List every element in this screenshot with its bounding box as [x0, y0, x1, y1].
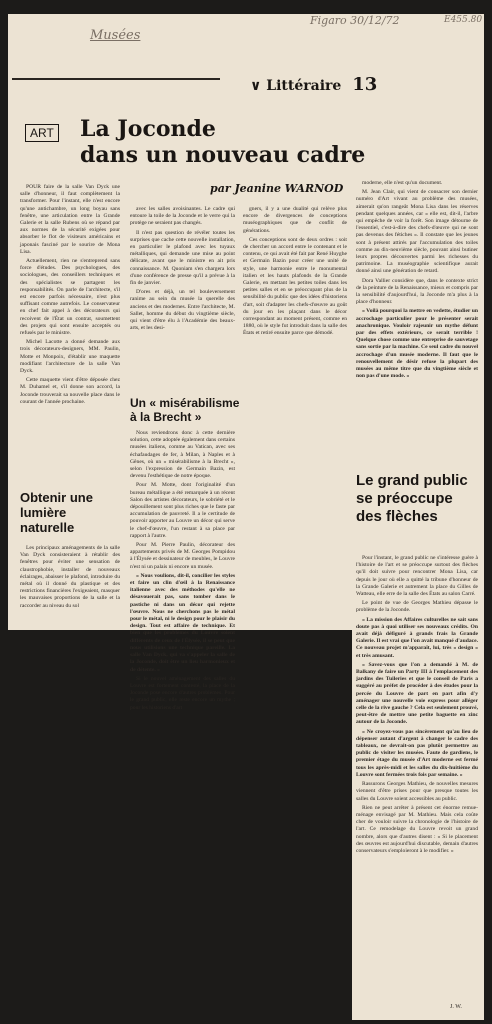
section-header — [250, 74, 377, 95]
paragraph: Pour M. Pierre Paulin, décorateur des appartements privés de M. Georges Pompidou à l'Élysée et dessinateur de meubles, le Louvre n'est ni un palais ni encore un musée. — [130, 542, 235, 570]
paragraph: avec les salles avoisinantes. Le cadre qui entoure la toile de la Joconde et le verre qui la protège ne seraient pas changés. — [130, 206, 235, 227]
page-number: 13 — [352, 74, 378, 95]
paragraph: Cette maquette vient d'être déposée chez M. Duhamel et, s'il donne son accord, la Joconde trouverait sa nouvelle place dans le courant de l'année prochaine. — [20, 377, 120, 405]
paragraph: Si le nouvel aménagement des salles du Louvre est fortement contesté, la place de la Joconde pose encore d'autres problèmes. Pour le grand public, elle reste encore un mythe ; pour les historiens d'art — [130, 675, 235, 711]
paragraph: Michel Lacotte a donné demande aux trois décorateurs-designers, MM. Paulin, Motte et Monpoix, d'établir une maquette modifiant l'architecture de la salle Van Dyck. — [20, 339, 120, 375]
paragraph: Rassurons Georges Mathieu, de nouvelles mesures viennent d'être prises pour que presque toutes les salles du Louvre soient accessibles au public. — [356, 781, 478, 802]
paragraph: POUR faire de la salle Van Dyck une salle d'honneur, il faut complètement la transformer. Pour l'instant, elle n'est encore qu'une antichambre, un long boyau sans fenêtre, une articulation entre la Grande Galerie et la salle Rubens où se répand par aux normes de la sécurité exigées pour absorber le flot de visiteurs américains et japonais fasciné par le sourire de Mona Lisa. — [20, 184, 120, 255]
column-3 — [243, 206, 347, 340]
column-1-continued — [20, 545, 120, 612]
column-2 — [130, 206, 235, 334]
paragraph: Nous reviendrons donc à cette dernière solution, cette adoptée également dans certains musées italiens, comme au Vatican, avec ses échafaudages de fer, à Milan, à Naples et à Gênes, où un « misérabilisme à la Brecht », selon l'expression de Germain Bazin, est devenu l'esthétique de notre époque. — [130, 430, 235, 480]
handwritten-source-date: Figaro 30/12/72 — [310, 14, 400, 27]
section-name: Littéraire — [266, 78, 342, 94]
paragraph: Pour M. Motte, dont l'originalité d'un bureau métallique a été remarquée à un récent Salon des artistes décorateurs, le sobriété et le dépouillement sont plus riches que le faste par accumulation de pauvreté. Il a le certitude de pouvoir apporter au Louvre un décor qui serve le chef-d'œuvre, l'un restant à sa place par rapport à l'autre. — [130, 482, 235, 539]
paragraph: « Nous voulions, dit-il, concilier les styles et faire un clin d'œil à la Renaissance italienne avec des méthodes qu'elle ne désavouerait pas, sans tomber dans le pastiche ni dans un décor qui rejette l'œuvre. Nous ne cherchons pas le métal pour le métal, ni le design pour le plaisir du design. Tout est affaire de technique. Et bien que les problèmes du Louvre soient différents de ceux de l'Élysée, il se peut que nous utilisions une technique pareille. La salle Van Dyck, qui va s'appeler la salle de la Joconde, doit être un lieu harmonieux et de détente. » — [130, 572, 235, 673]
paragraph: moderne, elle n'est qu'un document. — [362, 180, 443, 186]
paragraph: M. Jean Clair, qui vient de consacrer son dernier numéro d'Art vivant au problème des musées, aimerait qu'on rangeât Mona Lisa dans les réserves pendant quelques années, car « elle est, dit-il, l'arbre qui empêche de voir la forêt. Son image détourne de l'essentiel, c'est-à-dire des chefs-d'œuvre qui ne sont pas devenus des fétiches ». Il constate que les jeunes sont à présent attirés par l'accumulation des toiles comme au dix-neuvième siècle, pouvant ainsi butiner leurs propres découvertes parmi les richesses du patrimoine. La muséographie scientifique aurait donné ainsi une génération de retard. — [356, 189, 478, 275]
paragraph: Dora Vallier considère que, dans le contexte strict de la peinture de la Renaissance, mieux et compris par la sensibilité d'aujourd'hui, la Joconde m'a plus à la place d'honneur. — [356, 277, 478, 306]
byline: par Jeanine WARNOD — [210, 182, 344, 195]
column-4-continued — [356, 555, 478, 857]
handwritten-reference: E455.80 — [444, 15, 483, 25]
column-1 — [20, 184, 120, 408]
paragraph: « Ne croyez-vous pas sincèrement qu'au lieu de dépenser autant d'argent à changer le cadre des tableaux, ne devrait-on pas plutôt permettre au public de visiter les musées. Faute de gardiens, le premier étage du musée d'Art moderne est fermé tous les après-midi et les salles du dix-huitième du Louvre sont fermées trois fois par semaine. » — [356, 728, 478, 778]
author-signature: J. W. — [450, 1004, 462, 1010]
header-rule — [12, 78, 220, 80]
title-line-1: La Joconde — [80, 116, 216, 142]
subheading-miserabilisme: Un « misérabilisme à la Brecht » — [130, 396, 240, 424]
paragraph: Il n'est pas question de révéler toutes les surprises que cache cette nouvelle installation, en particulier le plafond avec les tuyaux métalliques, qui demande une mise au point délicate, avant que le ministre en ait pris connaissance. M. Quoniam s'en chargera lors d'une conférence de presse qu'il a prévue à la fin de janvier. — [130, 229, 235, 287]
chevron-down-icon: ∨ — [250, 78, 262, 94]
paragraph: « Savez-vous que l'on a demandé à M. de Balkany de faire un Party III à l'emplacement des jardins des Tuileries et que le conseil de Paris a suggéré au préfet de procéder à des études pour la percée du Louvre de part en part afin d'y aménager une nouvelle voie express pour alléger celle de la rive gauche ? Cela est seulement prouvé, peut-être de mettre une petite baguette en zinc autour de la Joconde. — [356, 661, 478, 726]
paragraph: Le point de vue de Georges Mathieu dépasse le problème de la Joconde. — [356, 600, 478, 614]
paragraph: gners, il y a une dualité qui relève plus encore de divergences de conceptions muséographiques que de conflit de générations. — [243, 206, 347, 234]
handwritten-category: Musées — [90, 28, 141, 43]
paragraph: Les principaux aménagements de la salle Van Dyck consisteraient à rétablir des fenêtres pour éviter une sensation de claustrophobie, installer de nouveaux éclairages, abaisser le plafond, introduire du métal où il donné du plastique et des restrictions financières l'exigeaient, masquer les mauvaises proportions de la salle et la raccorder au niveau du sol — [20, 545, 120, 609]
paragraph: « Voilà pourquoi la mettre en vedette, étudier un accrochage particulier pour le présenter serait anachronique. Vouloir rajeunir un mythe défunt par des effets extérieurs, ce serait terrible ! Quelque chose comme une entreprise de sauvetage sans sortie par la machine. Ce seul cadre du nouvel accrochage d'un musée moderne. Il faut que le renouvellement de désir refuse la plupart des musées au même titre que du vingtième siècle et non pas d'une mode. » — [356, 308, 478, 380]
paragraph: Pour l'instant, le grand public ne s'intéresse guère à l'histoire de l'art et se préoccupe surtout des flèches qu'il doit suivre pour rencontrer Mona Lisa, car depuis le jour où elle a quitté la tribune d'honneur de la Grande Galerie et autrement la place du Gilles de Watteau, elle erre de la salle des États au salon Carré. — [356, 555, 478, 598]
paragraph: Rien ne peut arrêter à présent cet énorme remue-ménage envisagé par M. Mathieu. Mais cela coûte cher de vouloir suivre la chronologie de l'histoire de l'art. Ce remodelage du Louvre revoit un grand nombre, alors que d'autres disent : « Si le placement des œuvres est aujourd'hui discutable, demain d'autres conservateurs s'emploieront à le modifier. » — [356, 804, 478, 854]
subheading-grand-public: Le grand public se préoccupe des flèches — [356, 472, 468, 525]
paragraph: Actuellement, rien ne s'entreprend sans force d'études. Des psychologues, des sociologues, des conseillers techniques et des spécialistes se partagent les responsabilités. On parle de l'architecte, s'il est encore parfois nécessaire, n'est plus suffisant comme autrefois. Le conservateur en chef fait appel à des décorateurs qui recoivent de l'État un contrat, soumettent des projets qui sont ensuite acceptés ou refusés par le ministre. — [20, 258, 120, 337]
column-2-continued — [130, 430, 235, 714]
art-tag: ART — [25, 124, 59, 142]
title-line-2: dans un nouveau cadre — [80, 142, 366, 168]
paragraph: D'ores et déjà, un tel bouleversement ranime au sein du musée la querelle des anciens et des modernes. Entre l'architecte, M. Sallet, homme du début du vingtième siècle, qui vient d'être élu à l'Académie des beaux-arts, et les desi- — [130, 289, 235, 332]
subheading-lumiere: Obtenir une lumière naturelle — [20, 490, 93, 535]
column-4 — [356, 180, 478, 382]
paragraph: Ces conceptions sont de deux ordres : soit de chercher un accord entre le contenant et le contenu, ce qui avait été fait par René Huyghe et Germain Bazin pour créer une unité de style, une harmonie entre le monumental italien et les hauts plafonds de la Grande Galerie, en mettant les petites toiles dans les petites salles et en se préoccupant plus de la sensibilité du public que des idées d'historiens d'art, soit d'adapter les chefs-d'œuvre au goût du jour en les plaçant dans le décor correspondant au moment présent, comme en 1880, où le style fut introduit dans la salle des États et retiré ensuite parce que démodé. — [243, 236, 347, 337]
paragraph: « La mission des Affaires culturelles ne sait sans doute pas à quoi utiliser ses nouveaux crédits. On avait déjà défiguré à grands frais la Grande Galerie. Il est vrai que l'on avait manqué d'audace. Ce nouveau projet m'apparaît, lui, très « design » et très amusant. — [356, 616, 478, 659]
article-title — [80, 116, 365, 168]
